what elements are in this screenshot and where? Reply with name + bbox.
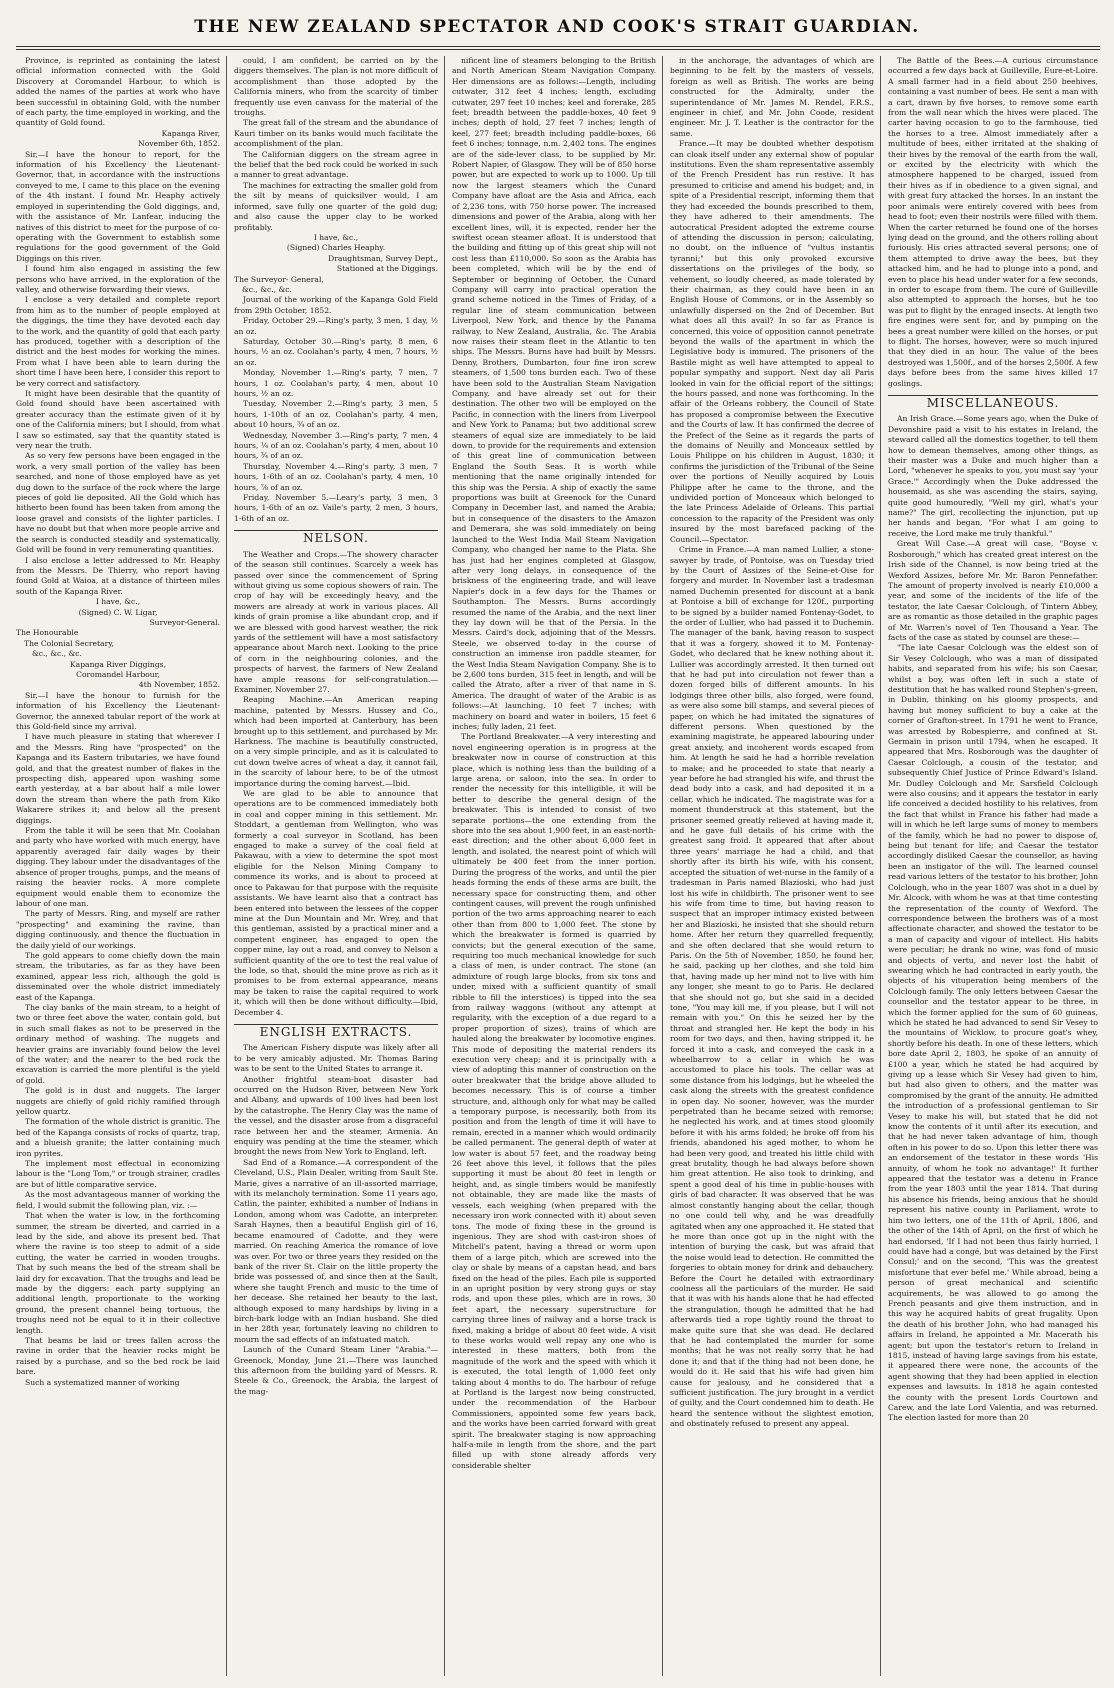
date: 4th November, 1852. xyxy=(138,680,220,690)
signature-line: I have, &c., xyxy=(95,597,141,607)
masthead-rule xyxy=(16,46,1100,47)
paragraph: The clay banks of the main stream, to a height of two or three feet above the water, contain gold, but in such small flakes as not to be preserved in the ordinary method of washing. The nuggets and heavier grains are invariably found below the level of the water; and the nearer to the bed rock the excavation is carried the more plentiful is the yield of gold. xyxy=(16,1002,220,1085)
paragraph: Such a systematized manner of working xyxy=(25,1377,180,1387)
signature-line: I have, &c., xyxy=(313,232,359,242)
signature-title: Surveyor-General. xyxy=(149,617,220,627)
column-3 xyxy=(452,56,656,1678)
column-divider xyxy=(662,56,663,1676)
section-heading-miscellaneous: MISCELLANEOUS. xyxy=(888,395,1098,410)
paragraph: As so very few persons have been engaged in the work, a very small portion of the valley has been searched, and none of those employed have as yet dug down to the surface of the rock where the large pieces of gold lie deposited. All the Gold which has hitherto been found has been taken from among the loose gravel and consists of the lighter particles. I have no doubt but that when more people arrive and the search is conducted steadily and systematically, Gold will be found in very remunerating quantities. xyxy=(16,451,220,555)
paragraph: That beams be laid or trees fallen across the ravine in order that the heavier rocks might be raised by a purchase, and so the bed rock be laid bare. xyxy=(16,1335,220,1377)
paragraph: The implement most effectual in economizing labour is the "Long Tom," or trough strainer, cradles are but of little comparative service. xyxy=(16,1159,220,1189)
paragraph: The great fall of the stream and the abundance of Kauri timber on its banks would much facilitate the accomplishment of the plan. xyxy=(234,118,438,149)
paragraph: I have much pleasure in stating that wherever I and the Messrs. Ring have "prospected" on the Kapanga and its Eastern tributaries, we have found gold, and that the greatest number of flakes in the prospecting dish, appeared upon washing some earth yesterday, at a bar about half a mile lower down the stream than where the path from Kiko Wakarere strikes it; and below all the present diggings. xyxy=(16,732,220,825)
address-line: The Colonial Secretary, xyxy=(24,638,114,648)
paragraph: The Californian diggers on the stream agree in the belief that the bed rock could be worked in such a manner to great advantage. xyxy=(234,149,438,180)
paragraph: The Portland Breakwater.—A very interesting and novel engineering operation is in progress at the breakwater now in course of construction at this place, which is nothing less than the building of a large arena, or saloon, into the sea. In order to render the necessity for this intelligible, it will be better to describe the general design of the breakwater. This is intended to consist of two separate portions—the one extending from the shore into the sea about 1,900 feet, in an east-north-east direction; and the other about 6,000 feet in length, and isolated, the nearest point of which will ultimately be 400 feet from the inner portion. During the progress of the works, and until the pier heads forming the ends of these arms are built, the necessary space for constructing them, and other contingent causes, will prevent the rough unfinished portion of the two arms approaching nearer to each other than from 800 to 1,000 feet. The stone by which the breakwater is formed is quarried by convicts; but the general execution of the same, requiring too much mechanical knowledge for such a class of men, is under contract. The stone (an admixture of rough large blocks, from six tons and under, mixed with a sufficient quantity of small ribble to fill the interstices) is tipped into the sea from railway waggons (without any attempt at regularity, with the exception of a due regard to a proper proportion of sizes), trains of which are hauled along the breakwater by locomotive engines. This mode of depositing the material renders its execution very cheap; and it is principally with a view of adopting this manner of construction on the outer breakwater that the bridge above alluded to becomes necessary. This is of course a timber structure, and, although only for what may be called a temporary purpose, is necessarily, both from its position and from the length of time it will have to remain, erected in a manner which would ordinarily be called permanent. The general depth of water at low water is about 57 feet, and the roadway being 26 feet above this level, it follows that the piles supporting it must be about 80 feet in length or height, and, as single timbers would be manifestly not obtainable, they are made like the masts of vessels, each weighing (when prepared with the necessary iron work connected with it) about seven tons. The mode of fixing these in the ground is ingenious. They are shod with cast-iron shoes of Mitchell's patent, having a thread or worm upon them of a large pitch, which are screwed into the clay or shale by means of a capstan head, and bars fixed on the head of the piles. Each pile is supported in an upright position by very strong guys or stay rods, and upon these piles, which are in rows, 30 feet apart, the necessary superstructure for carrying three lines of railway and a horse track is fixed, making a bridge of about 80 feet wide. A visit to these works would well repay any one who is interested in these matters, both from the magnitude of the work and the speed with which it is executed, the total length of 1,000 feet only taking about 4 months to do. The harbour of refuge at Portland is the largest now being constructed, under the recommendation of the Harbour Commissioners, appointed some few years back, and the works have been carried forward with great spirit. The breakwater staging is now approaching half-a-mile in length from the shore, and the part filled up with stone already affords very considerable shelter xyxy=(452,732,656,1470)
newspaper-title: THE NEW ZEALAND SPECTATOR AND COOK'S STRAIT GUARDIAN. xyxy=(194,17,920,37)
address-line: &c., &c., &c. xyxy=(32,649,82,659)
paragraph: I also enclose a letter addressed to Mr. Heaphy from the Messrs. De Thierry, who report having found Gold at Waioa, at a distance of thirteen miles south of the Kapanga River. xyxy=(16,555,220,596)
paragraph: The machines for extracting the smaller gold from the silt by means of quicksilver would, I am informed, save fully one quarter of the gold dug; and also cause the upper clay to be worked profitably. xyxy=(234,180,438,232)
paragraph: "The late Caesar Colclough was the eldest son of Sir Vesey Colclough, who was a man of dissipated habits, and separated from his wife; his son Caesar, whilst a boy, was often left in such a state of destitution that he has walked round Stephen's-green, in Dublin, thinking on his gloomy prospects, and having but money sufficient to buy a cake at the corner of Grafton-street. In 1791 he went to France, was arrested by Robespierre, and confined at St. Germain in prison until 1794, when he escaped. It appeared that Mrs. Rosborough was the daughter of Caesar Colclough, a cousin of the testator, and subsequently Chief Justice of Prince Edward's Island. Mr. Dudley Colclough and Mr. Sarsfield Colclough were also cousins; and it appears the testator in early life conceived a decided hostility to his relatives, from the fact that whilst in France his father had made a will in which he left large sums of money to members of the family, which he had no power to dispose of, being but tenant for life; and Caesar the testator accordingly disliked Caesar the counsellor, as having been an instigator of the will. The learned counsel read various letters of the testator to his brother, John Colclough, who in the year 1807 was shot in a duel by Mr. Alcock, with whom he was at that time contesting the representation of the county of Wexford. The correspondence between the brothers was of a most affectionate character, and showed the testator to be a man of capacity and vigour of intellect. His habits were peculiar; he drank no wine, was fond of music and objects of vertu, and never lost the habit of swearing which he had contracted in early youth, the objects of his vituperation being members of the Colclough family. The only letters between Caesar the counsellor and the testator appear to be three, in which the former applied for the sum of 60 guineas, which he stated he had advanced to send Sir Vesey to the mountains of Wicklow, to procure goat's whey, shortly before his death. In one of these letters, which bore date April 2, 1803, he spoke of an annuity of £100 a year, which he stated he had acquired by giving up a lease which Sir Vesey had given to him, but had also given to others, and the matter was compromised by the grant of the annuity. He admitted the introduction of a professional gentleman to Sir Vesey to make his will, but stated that he did not know the contents of it until after its execution, and that he had never taken advantage of him, though often in his power to do so. Upon this letter there was an endorsement of the testator in these words 'His annuity, of whom he took no advantage!' It further appeared that the testator was a detenu in France from the year 1803 until the year 1814. That during his absence his friends, being anxious that he should represent his native county in Parliament, wrote to him two letters, one of the 11th of April, 1806, and the other of the 14th of April, on the first of which he had endorsed, 'If I had not been thus fairly hurried, I could have had a congé, but was detained by the First Consul;' and on the second, 'This was the greatest misfortune that ever befel me.' While abroad, being a person of great mechanical and scientific acquirements, he was allowed to go among the French peasants and give them instruction, and in this way he acquired habits of great frugality. Upon the death of his brother John, who had managed his affairs in Ireland, he appointed a Mr. Macerath his agent; but upon the testator's return to Ireland in 1815, instead of having large savings from his estate, it appeared there were none, the accounts of the agent showing that they had been applied in election expenses and lawsuits. In 1818 he again contested the county with the present Lords Courtown and Carew, and the late Lord Valentia, and was returned. The election lasted for more than 20 xyxy=(888,643,1098,1423)
paragraph: The American Fishery dispute was likely after all to be very amicably adjusted. Mr. Thomas Baring was to be sent to the United States to arrange it. xyxy=(234,1043,438,1074)
signature-name: (Signed) C. W. Ligar, xyxy=(78,607,158,617)
paragraph: The gold appears to come chiefly down the main stream, the tributaries, as far as they have been examined, appear less rich, although the gold is disseminated over the whole district immediately east of the Kapanga. xyxy=(16,950,220,1002)
paragraph: That when the water is low, in the forthcoming summer, the stream be diverted, and carried in a lead by the side, and above its present bed. That where the ravine is too steep to admit of a side cutting, the water be carried in wooden troughs. That by such means the bed of the stream shall be laid dry for excavation. That the troughs and lead be made by the diggers: each party supplying an additional length, proportionate to the working ground, the present channel being tortuous, the troughs need not be equal to it in their collective length. xyxy=(16,1211,220,1335)
paragraph: Sir,—I have the honour to furnish for the information of his Excellency the Lieutenant-Governor, the annexed tabular report of the work at this Gold-field since my arrival. xyxy=(16,690,220,731)
paragraph: Launch of the Cunard Steam Liner "Arabia."—Greenock, Monday, June 21.—There was launched this afternoon from the building yard of Messrs. R. Steele & Co., Greenock, the Arabia, the largest of the mag- xyxy=(234,1345,438,1396)
paragraph: Sir,—I have the honour to report, for the information of his Excellency the Lieutenant-Governor, that, in accordance with the instructions conveyed to me, I came to this place on the evening of the 4th instant. I found Mr. Heaphy actively employed in superintending the Gold diggings, and, with the assistance of Mr. Lanfear, inducing the natives of this district to meet for the purpose of co-operating with the Government to establish some regulations for the good government of the Gold Diggings on this river. xyxy=(16,149,220,263)
paragraph: The party of Messrs. Ring, and myself are rather "prospecting" and examining the ravine, than digging continuously, and thence the fluctuation in the daily yield of our workings. xyxy=(16,909,220,950)
masthead xyxy=(0,0,1114,48)
journal-entry: Friday, October 29.—Ring's party, 3 men, 1 day, ½ an oz. xyxy=(234,316,438,336)
paragraph: Crime in France.—A man named Lullier, a stone-sawyer by trade, of Pontoise, was on Tuesday tried by the Court of Assizes of the Seine-et-Oise for forgery and murder. In November last a tradesman named Duchemin presented for discount at a bank at Pontoise a bill of exchange for 120f., purporting to be signed by a builder named Fontenay-Godet, to the order of Lullier, who had passed it to Duchemin. The manager of the bank, having reason to suspect that it was a forgery, showed it to M. Fontenay-Godet, who declared that he knew nothing about it. Lullier was accordingly arrested. It then turned out that he had put into circulation not fewer than a dozen forged bills of different amounts. In his lodgings three other bills, also forged, were found, as were also some bill stamps, and several pieces of paper, on which he had imitated the signatures of different persons. When questioned by the examining magistrate, he appeared labouring under great anxiety, and incoherent words escaped from him. At length he said he had a horrible revelation to make; and he proceeded to state that nearly a year before he had strangled his wife, and thrust the dead body into a cask, and had deposited it in a cellar, which he indicated. The magistrate was for a moment thunderstruck at this statement, but the prisoner seemed greatly relieved at having made it, and he gave full details of his crime with the greatest sang froid. It appeared that after about three years' marriage he had a child, and that shortly after its birth his wife, with his consent, accepted the situation of wet-nurse in the family of a tradesman in Paris named Blazioski, who had just lost his wife in childbirth. The prisoner went to see his wife from time to time, but having reason to suspect that an improper intimacy existed between her and Blazioski, he insisted that she should return home. After her return they quarrelled frequently, and she often declared that she would return to Paris. On the 5th of November, 1850, he found her, he said, packing up her clothes, and she told him that, having made up her mind not to live with him any longer, she meant to go to Paris. He declared that she should not go, but she said in a decided tone, "You may kill me, if you please, but I will not remain with you." On this he seized her by the throat and strangled her. He kept the body in his room for two days, and then, having stripped it, he forced it into a cask, and conveyed the cask in a wheelbarrow to a cellar in which he was accustomed to place his tools. The cellar was at some distance from his lodgings, but he wheeled the cask along the streets with the greatest confidence in open day. No sooner, however, was the murder perpetrated than he became seized with remorse; he neglected his work, and at times stood gloomily before it with his arms folded; he broke off from his friends, abandoned his aged mother, to whom he had been very good, and treated his little child with great brutality, though he had always before shown him great attention. He also took to drinking, and spent a good deal of his time in public-houses with girls of bad character. It was observed that he was almost constantly hanging about the cellar, though no one could tell why, and he was dreadfully agitated when any one approached it. He stated that he more than once got up in the night with the intention of burying the cask, but was afraid that the noise would lead to detection. He committed the forgeries to obtain money for drink and debauchery. Before the Court he detailed with extraordinary coolness all the particulars of the murder. He said that it was with his hands alone that he had effected the strangulation, though he admitted that he had afterwards tied a rope tightly round the throat to make quite sure that she was dead. He declared that he had contemplated the murder for some months; that he was not really sorry that he had done it; and that if the thing had not been done, he would do it. He said that his wife had given him cause for jealousy, and he considered that a sufficient justification. The jury brought in a verdict of guilty, and the Court condemned him to death. He heard the sentence without the slightest emotion, and obstinately refused to present any appeal. xyxy=(670,545,874,1429)
column-1 xyxy=(16,56,220,1678)
section-heading-english-extracts: ENGLISH EXTRACTS. xyxy=(234,1024,438,1039)
column-divider xyxy=(226,56,227,1676)
paragraph: Sad End of a Romance.—A correspondent of the Cleveland, U.S., Plain Dealer, writing from Sault Ste. Marie, gives a narrative of an ill-assorted marriage, with its melancholy termination. Some 11 years ago, Catlin, the painter, exhibited a number of Indians in London, among whom was Cadotte, an interpreter. Sarah Haynes, then a beautiful English girl of 16, became enamoured of Cadotte, and they were married. On reaching America the romance of love was over. For two or three years they resided on the bank of the river St. Clair on the little property the bride was possessed of, and since then at the Sault, where she taught French and music to the time of her decease. She retained her beauty to the last, although exposed to many hardships by living in a birch-bark lodge with an Indian husband. She died in her 28th year, fortunately leaving no children to mourn the sad effects of an infatuated match. xyxy=(234,1157,438,1344)
paragraph: As the most advantageous manner of working the field, I would submit the following plan, viz. :— xyxy=(16,1190,220,1210)
signature-title: Stationed at the Diggings. xyxy=(336,264,438,274)
column-2 xyxy=(234,56,438,1678)
dateline: Kapanga River, xyxy=(161,128,220,138)
paragraph: Another frightful steam-boat disaster had occurred on the Hudson River, between New York and Albany, and upwards of 100 lives had been lost by the catastrophe. The Henry Clay was the name of the vessel, and the disaster arose from a disgraceful race between her and the steamer, Armenia. An enquiry was pending at the time the steamer, which brought the news from New York to England, left. xyxy=(234,1074,438,1157)
paragraph: The Battle of the Bees.—A curious circumstance occurred a few days back at Guilleville, Eure-et-Loire. A small farmer had in a field about 250 beehives, containing a vast number of bees. He sent a man with a cart, drawn by five horses, to remove some earth from the wall near which the hives were placed. The carter having occasion to go to the farmhouse, tied the horses to a tree. Almost immediately after a multitude of bees, either irritated at the shaking of their hives by the removal of the earth from the wall, or excited by the electricity with which the atmosphere happened to be charged, issued from their hives as if in obedience to a given signal, and with great fury attacked the horses. In an instant the poor animals were entirely covered with bees from head to foot; even their nostrils were filled with them. When the carter returned he found one of the horses lying dead on the ground, and the others rolling about furiously. His cries attracted several persons; one of them attempted to drive away the bees, but they attacked him, and he had to plunge into a pond, and even to place his head under water for a few seconds, in order to escape from them. The curé of Guilleville also attempted to approach the horses, but he too was put to flight by the enraged insects. At length two fire engines were sent for, and by pumping on the bees a great number were killed on the horses, or put to flight. The horses, however, were so much injured that they died in an hour. The value of the bees destroyed was 1,500f., and of the horses 2,500f. A few days before bees from the same hives killed 17 goslings. xyxy=(888,56,1098,388)
date: November 6th, 1852. xyxy=(138,139,220,149)
column-4 xyxy=(670,56,874,1678)
paragraph: The formation of the whole district is granitic. The bed of the Kapanga consists of rocks of quartz, trap, and a blueish granite; the latter containing much iron pyrites. xyxy=(16,1117,220,1158)
journal-entry: Tuesday, November 2.—Ring's party, 3 men, 5 hours, 1-10th of an oz. Coolahan's party, 4 men, about 10 hours, ¾ of an oz. xyxy=(234,399,438,430)
journal-entry: Friday, November 5.—Leary's party, 3 men, 3 hours, 1-6th of an oz. Vaile's party, 2 men, 3 hours, 1-6th of an oz. xyxy=(234,493,438,523)
paragraph: Journal of the working of the Kapanga Gold Field from 29th October, 1852. xyxy=(234,295,438,315)
paragraph: Province, is reprinted as containing the latest official information connected with the Gold Discovery at Coromandel Harbour, to which is added the names of the parties at work who have been successful in obtaining Gold, with the number of each party, the time employed in working, and the quantity of Gold found. xyxy=(16,56,220,128)
journal-entry: Thursday, November 4.—Ring's party, 3 men, 7 hours, 1-6th of an oz. Coolahan's party, 4 men, 10 hours, ⅞ of an oz. xyxy=(234,461,438,492)
paragraph: in the anchorage, the advantages of which are beginning to be felt by the masters of vessels, foreign as well as British. The works are being constructed for the Admiralty, under the superintendance of Mr. James M. Rendel, F.R.S., engineer in chief, and Mr. John Coode, resident engineer. Mr. J. T. Leather is the contractor for the same. xyxy=(670,56,874,138)
paragraph: could, I am confident, be carried on by the diggers themselves. The plan is not more difficult of accomplishment than those adopted by the California miners, who from the scarcity of timber frequently use even canvass for the material of the troughs. xyxy=(234,56,438,118)
dateline: Kapanga River Diggings, xyxy=(70,659,166,669)
paragraph: An Irish Grace.—Some years ago, when the Duke of Devonshire paid a visit to his estates in Ireland, the steward called all the domestics together, to tell them how to demean themselves, among other things, as their master was a Duke and much higher than a Lord, "whenever he speaks to you, you must say 'your Grace.'" Accordingly when the Duke addressed the housemaid, as she was ascending the stairs, saying, quite good humouredly, "Well my girl, what's your name?" The girl, recollecting the injunction, put up her hands and began, "For what I am going to receive, the Lord make me truly thankful." xyxy=(888,414,1098,538)
paragraph: From the table it will be seen that Mr. Coolahan and party who have worked with much energy, have apparently averaged fair daily wages by their digging. They labour under the disadvantages of the absence of proper troughs, pumps, and the means of raising the heavier rocks. A more complete equipment would enable them to economize the labour of one man. xyxy=(16,826,220,908)
journal-entry: Monday, November 1.—Ring's party, 7 men, 7 hours, 1 oz. Coolahan's party, 4 men, about 10 hours, ½ an oz. xyxy=(234,368,438,398)
journal-entry: Saturday, October 30.—Ring's party, 8 men, 6 hours, ½ an oz. Coolahan's party, 4 men, 7 hours, ½ an oz. xyxy=(234,336,438,367)
paragraph: The Weather and Crops.—The showery character of the season still continues. Scarcely a week has passed over since the commencement of Spring without giving us some copious showers of rain. The crop of hay will be exceedingly heavy, and the mowers are already at work in various places. All kinds of grain promise a like abundant crop, and if we are blessed with good harvest weather, the rick yards of the settlement will have a most satisfactory appearance about March next. Looking to the price of corn in the neighbouring colonies, and the prospects of harvest, the farmers of New Zealand have ample reasons for self-congratulation.—Examiner, November 27. xyxy=(234,549,438,694)
dateline: Coromandel Harbour, xyxy=(76,669,160,679)
paragraph: Reaping Machine.—An American reaping machine, patented by Messrs. Hussey and Co., which had been imported at Canterbury, has been brought up to this settlement, and purchased by Mr. Harkness. The machine is beautifully constructed, on a very simple principle, and as it is calculated to cut down twelve acres of wheat a day, it cannot fail, in the scarcity of labour here, to be of the utmost importance during the coming harvest.—Ibid. xyxy=(234,695,438,788)
paragraph: nificent line of steamers belonging to the British and North American Steam Navigation Company. Her dimensions are as follows:—Length, including cutwater, 312 feet 4 inches; length, excluding cutwater, 297 feet 10 inches; keel and forerake, 285 feet; breadth between the paddle-boxes, 40 feet 9 inches; depth of hold, 27 feet 7 inches; length of keel, 277 feet; breadth including paddle-boxes, 66 feet 6 inches; tonnage, n.m. 2,402 tons. The engines are of the side-lever class, to be supplied by Mr. Robert Napier, of Glasgow. They will be of 850 horse power, but are expected to work up to 1000. Up till now the largest steamers which the Cunard Company have afloat are the Asia and Africa, each of 2,236 tons, with 750 horse power. The increased dimensions and power of the Arabia, along with her excellent lines, will, it is expected, render her the swiftest ocean steamer afloat. It is understood that the building and fitting up of this great ship will not cost less than £110,000. So soon as the Arabia has been completed, which will be by the end of September or beginning of October, the Cunard Company will carry into practical operation the grand scheme noticed in the Times of Friday, of a regular line of steam communication between Liverpool, New York, and thence by the Panama railway, to New Zealand, Australia, &c. The Arabia now raises their steam fleet in the Atlantic to ten ships. The Messrs. Burns have had built by Messrs. Denny, Brothers, Dumbarton, four fine iron screw steamers, of 1,500 tons burden each. Two of these have been sold to the Australian Steam Navigation Company, and have already set out for their destination. The other two will be employed on the Pacific, in connection with the liners from Liverpool and New York to Panama; but two additional screw steamers of equal size are immediately to be laid down, to provide for the requirements and extension of this great line of communication between England the South Seas. It is worth while mentioning that the name originally intended for this ship was the Persia. A ship of exactly the same proportions was built at Greenock for the Cunard Company in December last, and named the Arabia; but in consequence of the disasters to the Amazon and Demerara, she was sold immediately on being launched to the West India Mail Steam Navigation Company, who changed her name to the Plata. She has just had her engines completed at Glasgow, after very long delays, in consequence of the briskness of the engineering trade, and will leave Napier's dock in a few days for the Thames or Southampton. The Messrs. Burns accordingly resumed the name of the Arabia, and the next liner they lay down will be that of the Persia. In the Messrs. Caird's dock, adjoining that of the Messrs. Steele, we observed to-day in the course of construction an immense iron paddle steamer, for the West India Steam Navigation Company. She is to be 2,600 tons burden, 315 feet in length, and will be called the Atrato, after a river of that name in S. America. The draught of water of the Arabic is as follows:—At launching, 10 feet 7 inches; with machinery on board and water in boilers, 15 feet 6 inches; fully laden, 21 feet. xyxy=(452,56,656,731)
column-divider xyxy=(880,56,881,1676)
signature-title: Draughtsman, Survey Dept., xyxy=(328,253,438,263)
paragraph: The gold is in dust and nuggets. The larger nuggets are chiefly of gold richly ramified through yellow quartz. xyxy=(16,1086,220,1117)
address-line: The Honourable xyxy=(16,628,79,638)
column-5 xyxy=(888,56,1098,1678)
paragraph: Great Will Case.—A great will case, "Boyse v. Rosborough," which has created great interest on the Irish side of the Channel, is now being tried at the Wexford Assizes, before Mr. Mr. Baron Pennefather. The amount of property involved is nearly £10,000 a year, and some of the incidents of the life of the testator, the late Caesar Colclough, of Tintern Abbey, are as romantic as those detailed in the graphic pages of Mr. Warren's novel of Ten Thousand a Year. The facts of the case as stated by counsel are these:— xyxy=(888,539,1098,642)
address-line: &c., &c., &c. xyxy=(242,284,292,294)
paragraph: It might have been desirable that the quantity of Gold found should have been ascertained with greater accuracy than the estimate given of it by one of the California miners; but I should, from what I saw so estimated, say that the quantity stated is very near the truth. xyxy=(16,389,220,451)
paragraph: We are glad to be able to announce that operations are to be commenced immediately both in coal and copper mining in this settlement. Mr. Stoddart, a gentleman from Wellington, who was formerly a coal surveyor in Scotland, has been engaged to make a survey of the coal field at Pakawau, with a view to determine the spot most eligible for the Nelson Mining Company to commence its works, and is about to proceed at once to Pakawau for that purpose with the requisite assistants. We have learnt also that a contract has been entered into between the lessees of the copper mine at the Dun Mountain and Mr. Wrey, and that this gentleman, assisted by a practical miner and a competent engineer, has engaged to open the copper mine, lay out a road, and convey to Nelson a sufficient quantity of the ore to test the real value of the lode, so that, should the mine prove as rich as it promises to be from external appearance, means may be taken to raise the capital required to work it, which will then be done without difficulty.—Ibid, December 4. xyxy=(234,789,438,1017)
address-line: The Surveyor- General, xyxy=(234,274,324,284)
paragraph: France.—It may be doubted whether despotism can cloak itself under any external show of popular institutions. Even the sham representative assembly of the French President has run restive. It has presumed to criticise and amend his budget; and, in spite of a Presidential rescript, informing them that they had exceeded the bounds prescribed to them, they have adhered to their amendments. The autocratical President adopted the extreme course of attending the discussion in person; calculating, no doubt, on the influence of "vultus instantis tyranni;" but this only provoked excursive dissertations on the privileges of the body, so vehement, so loudly cheered, as made tolerated by their chairman, as they could have been in an English House of Commons, or in the Assembly so unlawfully dispersed on the 2nd of December. But what does all this avail? In so far as France is concerned, this voice of opposition cannot penetrate beyond the walls of the apartment in which the Legislative body is immured. The prisoners of the Bastile might as well have attempted to appeal to popular sympathy and support. Next day all Paris looked in vain for the official report of the sittings; the hours passed, and none was forthcoming. In the affair of the Orleans robbery, the Council of State has proposed a compromise between the Executive and the Courts of law. It has confirmed the decree of the Prefect of the Seine as it regards the parts of the domains of Neuilly and Monceaux settled by Louis Philippe on his children in August, 1830; it confirms the jurisdiction of the Tribunal of the Seine over the portions of Neuilly acquired by Louis Philippe after he came to the throne, and the undivided portion of Monceaux which belonged to the late Princess Adelaide of Orleans. This partial concession to the rapacity of the President was only insured by the most barefaced packing of the Council.—Spectator. xyxy=(670,139,874,544)
paragraph: I enclose a very detailed and complete report from him as to the number of people employed at the diggings, the time they have devoted each day to the work, and the quantity of gold that each party has produced, together with a description of the district and the best modes for working the mines. From what I have been able to learn during the short time I have been here, I consider this report to be very correct and satisfactory. xyxy=(16,295,220,388)
masthead-rule-double xyxy=(16,49,1100,50)
journal-entry: Wednesday, November 3.—Ring's party, 7 men, 4 hours, ¼ of an oz. Coolahan's party, 4 men, about 10 hours, ¾ of an oz. xyxy=(234,430,438,461)
section-heading-nelson: NELSON. xyxy=(234,530,438,545)
signature-name: (Signed) Charles Heaphy. xyxy=(286,243,386,253)
paragraph: I found him also engaged in assisting the few persons who have arrived, in the exploration of the valley, and otherwise forwarding their views. xyxy=(16,264,220,294)
column-divider xyxy=(444,56,445,1676)
